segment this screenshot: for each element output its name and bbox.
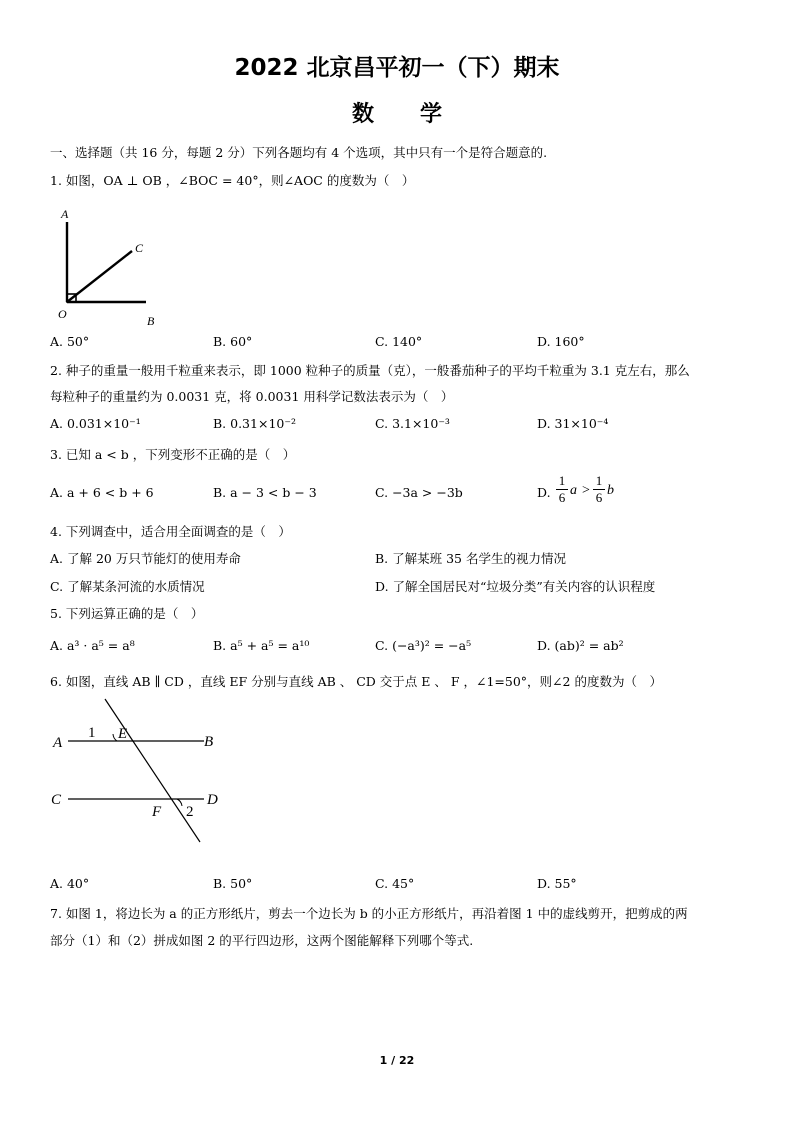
q6-label-1: 1	[88, 725, 96, 741]
q3-fraction-denominator: 6	[558, 490, 566, 505]
q1-figure	[48, 202, 178, 330]
q1-label-a: A	[61, 207, 69, 221]
q1-label-c: C	[135, 241, 144, 255]
q3-fraction-numerator: 1	[558, 473, 566, 488]
q5-option-b: B. a⁵ + a⁵ = a¹⁰	[213, 638, 310, 653]
q3-option-d-fraction-2	[593, 474, 605, 505]
q3-option-d-gt: >	[582, 483, 590, 498]
q3-option-d-b: b	[607, 483, 614, 498]
q2-option-b: B. 0.31×10⁻²	[213, 416, 296, 431]
q7-stem-line1: 7. 如图 1，将边长为 a 的正方形纸片，剪去一个边长为 b 的小正方形纸片，再沿着图 1 中的虚线剪开，把剪成的两	[50, 906, 688, 921]
page-title: 2022 北京昌平初一（下）期末	[234, 55, 560, 81]
q3-option-a: A. a + 6 < b + 6	[50, 485, 154, 500]
q6-label-f: F	[152, 804, 162, 820]
q1-option-c: C. 140°	[375, 334, 423, 349]
q3-option-b: B. a − 3 < b − 3	[213, 485, 317, 500]
q4-stem: 4. 下列调查中，适合用全面调查的是（ ）	[50, 524, 291, 539]
page-number: 1 / 22	[379, 1054, 415, 1067]
q6-label-b: B	[204, 734, 214, 750]
q6-option-c: C. 45°	[375, 876, 415, 891]
angle-2-arc	[177, 799, 182, 806]
q3-fraction2-numerator: 1	[595, 473, 603, 488]
q1-option-b: B. 60°	[213, 334, 253, 349]
q1-option-d: D. 160°	[537, 334, 585, 349]
q7-stem-line2: 部分（1）和（2）拼成如图 2 的平行四边形，这两个图能解释下列哪个等式.	[50, 933, 474, 948]
q4-option-a: A. 了解 20 万只节能灯的使用寿命	[50, 551, 241, 566]
q4-option-d: D. 了解全国居民对“垃圾分类”有关内容的认识程度	[375, 579, 656, 594]
q2-stem-line1: 2. 种子的重量一般用千粒重来表示，即 1000 粒种子的质量（克），一般番茄种子的平均千粒重为 3.1 克左右，那么	[50, 363, 690, 378]
q2-option-a: A. 0.031×10⁻¹	[50, 416, 141, 431]
q3-option-d-label: D.	[537, 485, 551, 500]
q6-figure	[48, 694, 228, 846]
q6-label-2: 2	[186, 804, 194, 820]
q3-fraction2-denominator: 6	[595, 490, 603, 505]
subject-title: 数学	[351, 102, 488, 127]
q2-stem-line2: 每粒种子的重量约为 0.0031 克，将 0.0031 用科学记数法表示为（ ）	[50, 389, 454, 404]
q3-option-d-fraction	[556, 474, 568, 505]
q3-option-d-a: a	[570, 483, 577, 498]
q6-label-e: E	[118, 726, 128, 742]
q6-label-a: A	[53, 735, 63, 751]
q6-option-a: A. 40°	[50, 876, 90, 891]
q1-option-a: A. 50°	[50, 334, 90, 349]
q3-option-c: C. −3a > −3b	[375, 485, 463, 500]
q6-line-ef	[105, 699, 200, 842]
q3-stem: 3. 已知 a < b ，下列变形不正确的是（ ）	[50, 447, 296, 462]
section-heading: 一、选择题（共 16 分，每题 2 分）下列各题均有 4 个选项，其中只有一个是符合题意的.	[50, 145, 548, 160]
q1-label-b: B	[147, 314, 155, 328]
q5-option-a: A. a³ · a⁵ = a⁸	[50, 638, 135, 653]
q2-option-c: C. 3.1×10⁻³	[375, 416, 450, 431]
q2-option-d: D. 31×10⁻⁴	[537, 416, 609, 431]
q4-option-c: C. 了解某条河流的水质情况	[50, 579, 205, 594]
q6-label-d: D	[207, 792, 218, 808]
q1-label-o: O	[58, 307, 67, 321]
q6-stem: 6. 如图，直线 AB ∥ CD ，直线 EF 分别与直线 AB 、 CD 交于点 E 、 F ，∠1=50°，则∠2 的度数为（ ）	[50, 674, 662, 689]
q1-stem: 1. 如图，OA ⊥ OB ，∠BOC = 40°，则∠AOC 的度数为（ ）	[50, 173, 415, 188]
q6-option-d: D. 55°	[537, 876, 577, 891]
q6-label-c: C	[51, 792, 62, 808]
angle-1-arc	[113, 734, 117, 741]
q4-option-b: B. 了解某班 35 名学生的视力情况	[375, 551, 566, 566]
q5-option-d: D. (ab)² = ab²	[537, 638, 624, 653]
q6-option-b: B. 50°	[213, 876, 253, 891]
q5-stem: 5. 下列运算正确的是（ ）	[50, 606, 204, 621]
q5-option-c: C. (−a³)² = −a⁵	[375, 638, 472, 653]
